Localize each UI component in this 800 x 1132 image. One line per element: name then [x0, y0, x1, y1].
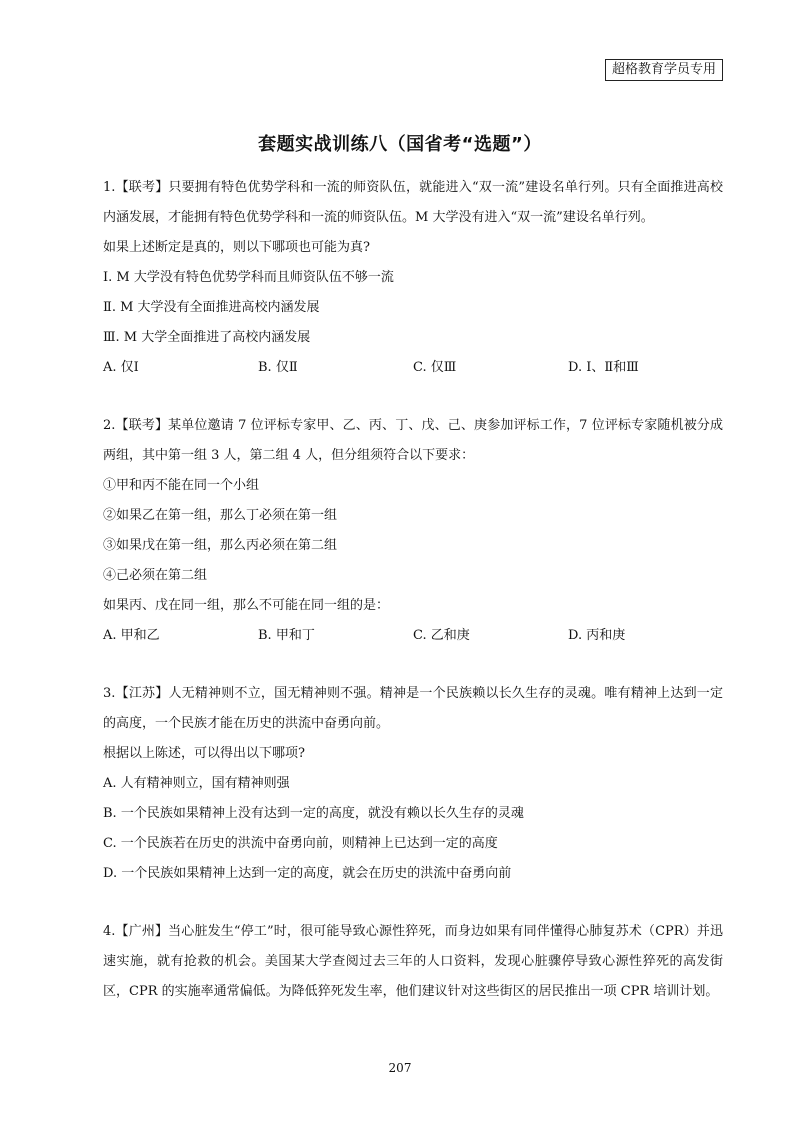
- option-d[interactable]: D. 丙和庚: [568, 628, 626, 643]
- question-line: 根据以上陈述，可以得出以下哪项?: [103, 746, 305, 761]
- option-a[interactable]: A. 人有精神则立，国有精神则强: [103, 776, 290, 791]
- option-c[interactable]: C. 仅Ⅲ: [413, 360, 457, 375]
- question-stem: 4.【广州】当心脏发生“停工”时，很可能导致心源性猝死，而身边如果有同伴懂得心肺复苏术（CPR）并迅速实施，就有抢救的机会。美国某大学查阅过去三年的人口资料，发现心脏骤停导致心源性猝死的高发街区，CPR 的实施率通常偏低。为降低猝死发生率，他们建议针对这些街区的居民推出一项 CPR 培训计划。: [103, 924, 723, 999]
- question-line: ④己必须在第二组: [103, 568, 208, 583]
- option-b[interactable]: B. 甲和丁: [258, 628, 315, 643]
- question-4: [103, 917, 723, 1007]
- question-line: Ⅰ. M 大学没有特色优势学科而且师资队伍不够一流: [103, 270, 394, 285]
- question-line: Ⅲ. M 大学全面推进了高校内涵发展: [103, 330, 311, 345]
- options-row: [103, 353, 723, 383]
- option-b[interactable]: B. 仅Ⅱ: [258, 360, 298, 375]
- question-line: ①甲和丙不能在同一个小组: [103, 478, 260, 493]
- option-c[interactable]: C. 一个民族若在历史的洪流中奋勇向前，则精神上已达到一定的高度: [103, 836, 498, 851]
- question-2: [103, 411, 723, 651]
- question-line: 如果丙、戊在同一组，那么不可能在同一组的是：: [103, 598, 390, 613]
- option-d[interactable]: D. 一个民族如果精神上达到一定的高度，就会在历史的洪流中奋勇向前: [103, 866, 512, 881]
- option-c[interactable]: C. 乙和庚: [413, 628, 470, 643]
- option-a[interactable]: A. 仅Ⅰ: [103, 360, 139, 375]
- page-title: 套题实战训练八（国省考“选题”）: [258, 134, 542, 155]
- option-a[interactable]: A. 甲和乙: [103, 628, 160, 643]
- question-list: [103, 173, 723, 1035]
- question-1: [103, 173, 723, 383]
- question-stem: 1.【联考】只要拥有特色优势学科和一流的师资队伍，就能进入“双一流”建设名单行列。只有全面推进高校内涵发展，才能拥有特色优势学科和一流的师资队伍。M 大学没有进入“双一流”建设名单行列。: [103, 180, 723, 225]
- option-b[interactable]: B. 一个民族如果精神上没有达到一定的高度，就没有赖以长久生存的灵魂: [103, 806, 524, 821]
- question-line: Ⅱ. M 大学没有全面推进高校内涵发展: [103, 300, 320, 315]
- question-line: 如果上述断定是真的，则以下哪项也可能为真?: [103, 240, 370, 255]
- question-line: ②如果乙在第一组，那么丁必须在第一组: [103, 508, 338, 523]
- user-badge: 超格教育学员专用: [605, 59, 723, 81]
- option-d[interactable]: D. Ⅰ、Ⅱ和Ⅲ: [568, 360, 639, 375]
- question-line: ③如果戊在第一组，那么丙必须在第二组: [103, 538, 338, 553]
- question-stem: 2.【联考】某单位邀请 7 位评标专家甲、乙、丙、丁、戊、己、庚参加评标工作，7 位评标专家随机被分成两组，其中第一组 3 人，第二组 4 人，但分组须符合以下要求：: [103, 418, 723, 463]
- page-number: 207: [388, 1061, 412, 1075]
- options-row: [103, 621, 723, 651]
- question-stem: 3.【江苏】人无精神则不立，国无精神则不强。精神是一个民族赖以长久生存的灵魂。唯有精神上达到一定的高度，一个民族才能在历史的洪流中奋勇向前。: [103, 686, 723, 731]
- question-3: [103, 679, 723, 889]
